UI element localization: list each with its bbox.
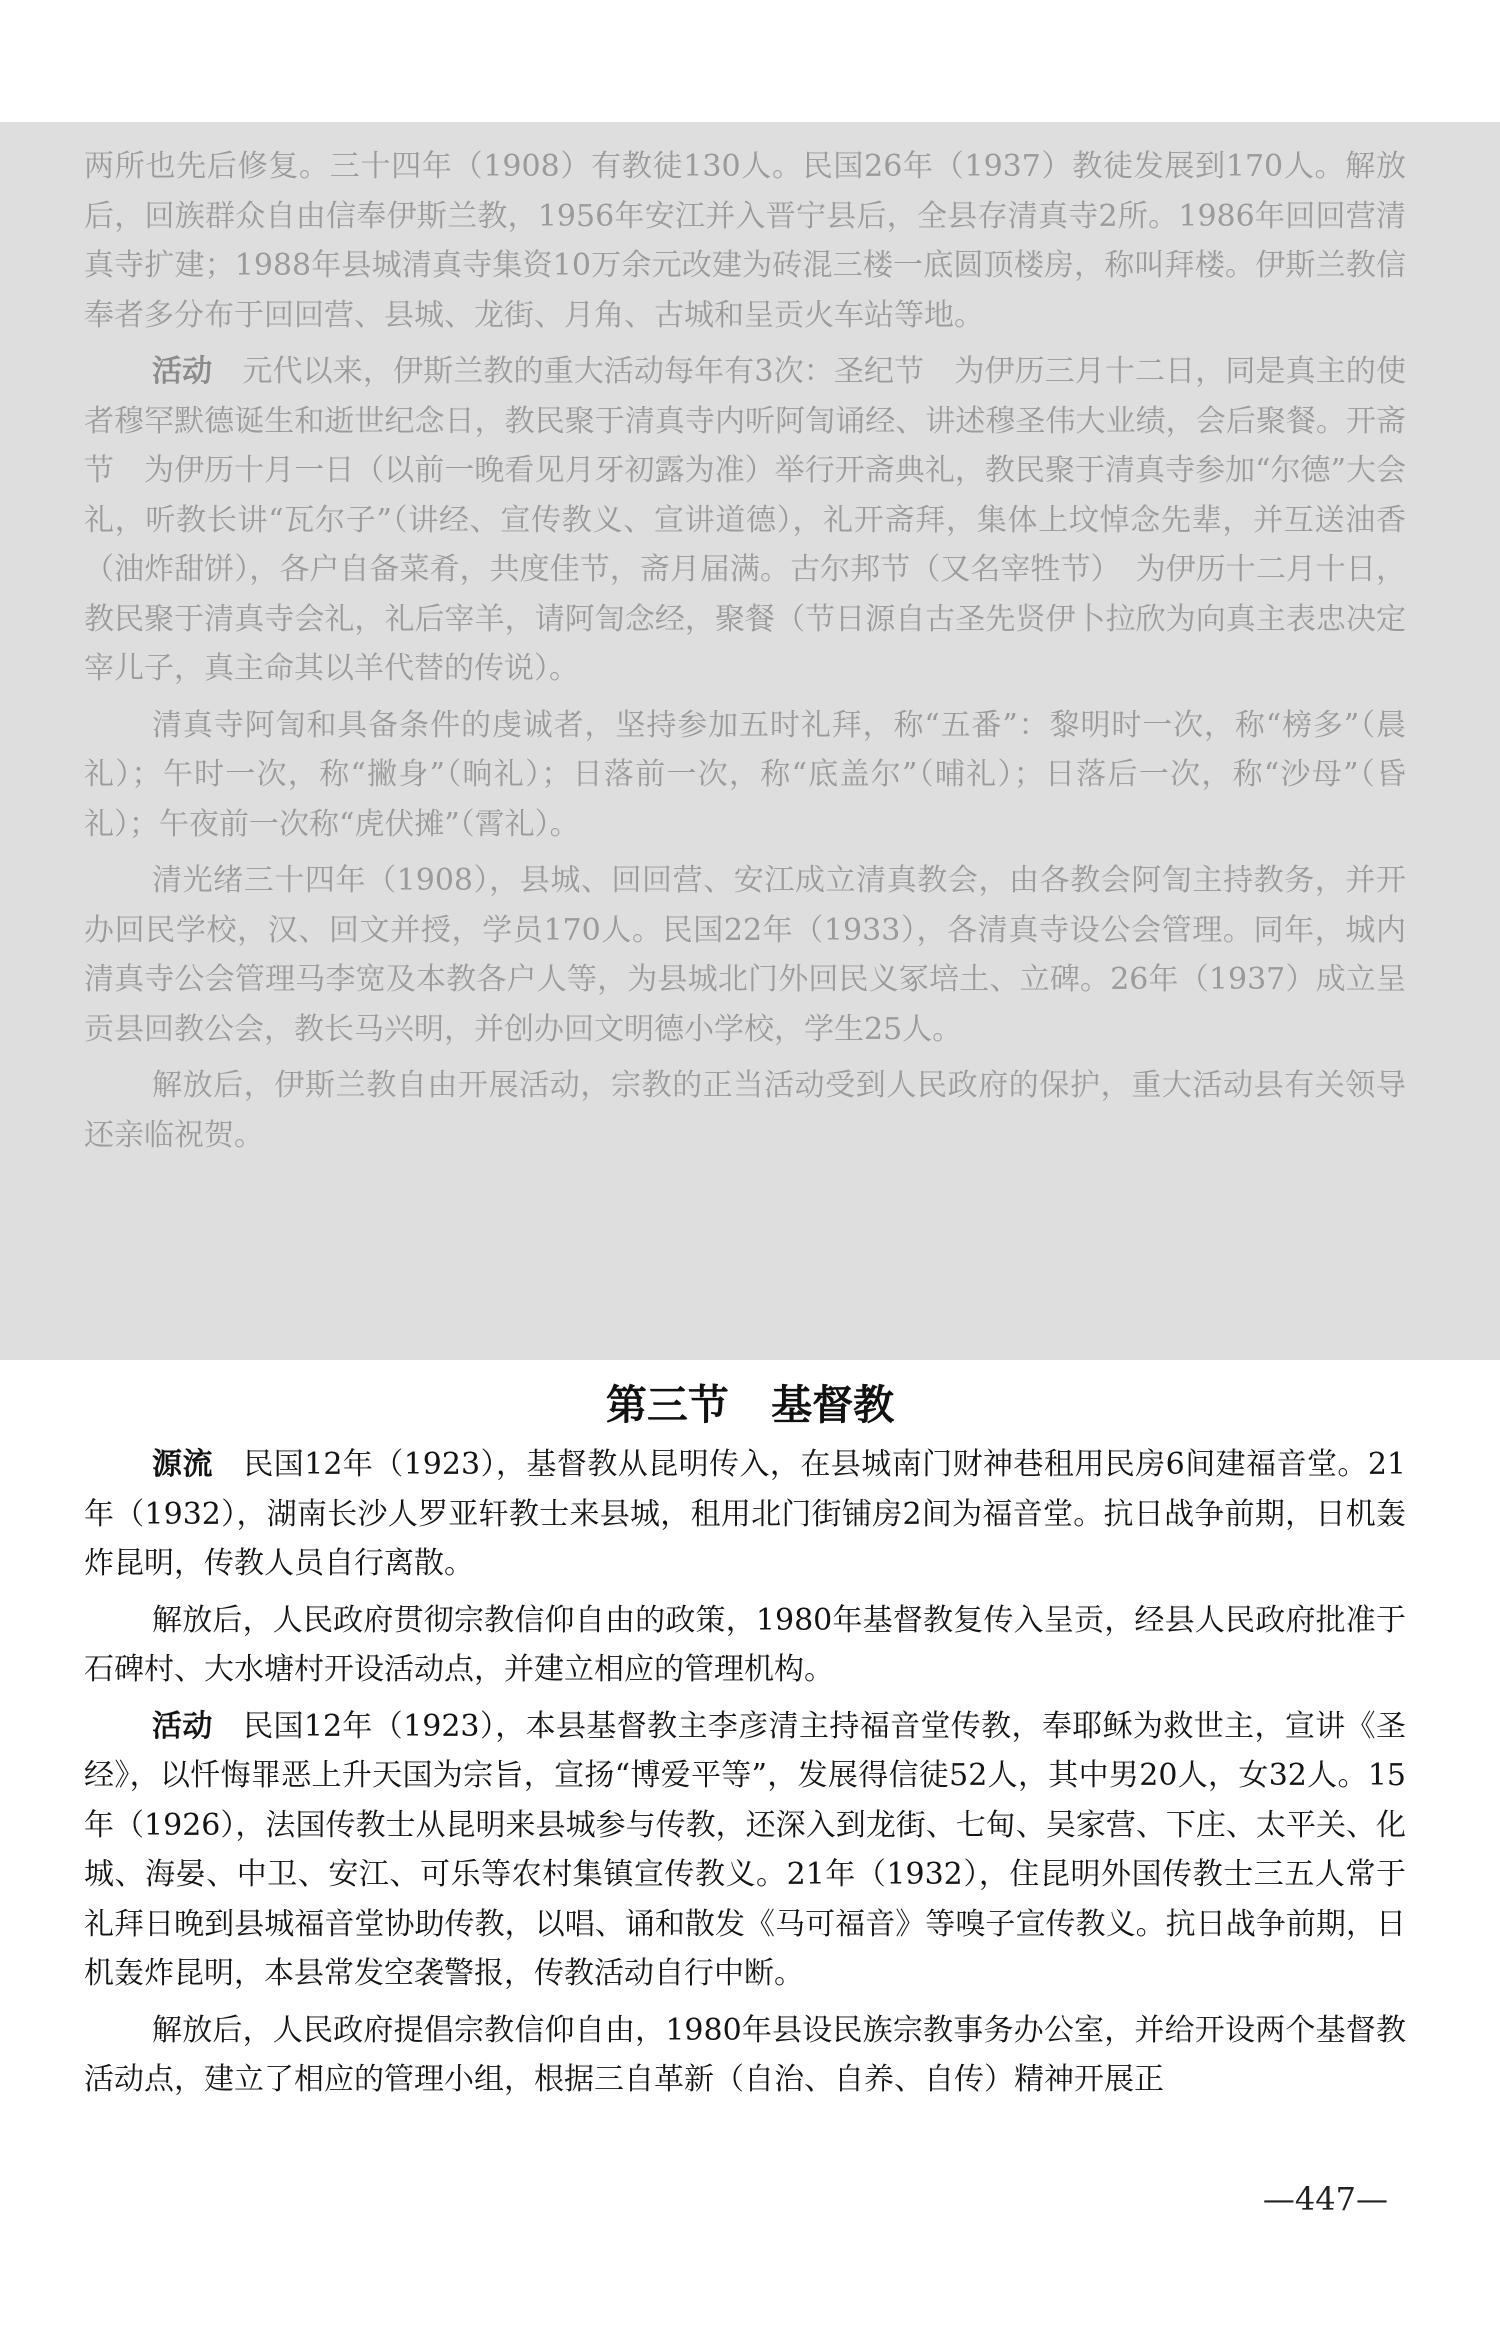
keyword-label: 源流: [152, 1447, 213, 1482]
paragraph: 解放后，伊斯兰教自由开展活动，宗教的正当活动受到人民政府的保护，重大活动县有关领导还亲临祝贺。: [84, 1068, 1406, 1153]
keyword-label: 活动: [152, 354, 213, 389]
shaded-text-block: [84, 142, 1406, 1167]
paragraph: 两所也先后修复。三十四年（1908）有教徒130人。民国26年（1937）教徒发展到170人。解放后，回族群众自由信奉伊斯兰教，1956年安江并入晋宁县后，全县存清真寺2所。1986年回回营清真寺扩建；1988年县城清真寺集资10万余元改建为砖混三楼一底圆顶楼房，称叫拜楼。伊斯兰教信奉者多分布于回回营、县城、龙街、月角、古城和呈贡火车站等地。: [84, 149, 1406, 333]
paragraph: [84, 1702, 1406, 1999]
paragraph: 清光绪三十四年（1908），县城、回回营、安江成立清真教会，由各教会阿訇主持教务，并开办回民学校，汉、回文并授，学员170人。民国22年（1933），各清真寺设公会管理。同年，城内清真寺公会管理马李宽及本教各户人等，为县城北门外回民义冢培土、立碑。26年（1937）成立呈贡县回教公会，教长马兴明，并创办回文明德小学校，学生25人。: [84, 863, 1406, 1047]
section-title: 基督教: [771, 1381, 895, 1429]
paragraph: 清真寺阿訇和具备条件的虔诚者，坚持参加五时礼拜，称“五番”：黎明时一次，称“榜多”（晨礼）；午时一次，称“撇身”（晌礼）；日落前一次，称“底盖尔”（晡礼）；日落后一次，称“沙母”（昏礼）；午夜前一次称“虎伏摊”（霄礼）。: [84, 707, 1406, 842]
paragraph: [84, 1440, 1406, 1589]
paragraph-text: 元代以来，伊斯兰教的重大活动每年有3次：圣纪节 为伊历三月十二日，同是真主的使者穆罕默德诞生和逝世纪念日，教民聚于清真寺内听阿訇诵经、讲述穆圣伟大业绩，会后聚餐。开斋节 为伊历十月一日（以前一晚看见月牙初露为准）举行开斋典礼，教民聚于清真寺参加“尔德”大会礼，听教长讲“瓦尔子”（讲经、宣传教义、宣讲道德），礼开斋拜，集体上坟悼念先辈，并互送油香（油炸甜饼），各户自备菜肴，共度佳节，斋月届满。古尔邦节（又名宰牲节） 为伊历十二月十日，教民聚于清真寺会礼，礼后宰羊，请阿訇念经，聚餐（节日源自古圣先贤伊卜拉欣为向真主表忠决定宰儿子，真主命其以羊代替的传说）。: [84, 354, 1407, 686]
section-heading: [0, 1375, 1500, 1435]
shaded-section: [0, 122, 1500, 1360]
section-number: 第三节: [605, 1381, 729, 1429]
keyword-label: 活动: [152, 1708, 213, 1744]
paragraph: [84, 347, 1406, 694]
paragraph: 解放后，人民政府贯彻宗教信仰自由的政策，1980年基督教复传入呈贡，经县人民政府批准于石碑村、大水塘村开设活动点，并建立相应的管理机构。: [84, 1602, 1406, 1687]
paragraph-text: 民国12年（1923），本县基督教主李彦清主持福音堂传教，奉耶稣为救世主，宣讲《圣经》，以忏悔罪恶上升天国为宗旨，宣扬“博爱平等”，发展得信徒52人，其中男20人，女32人。15年（1926），法国传教士从昆明来县城参与传教，还深入到龙街、七甸、吴家营、下庄、太平关、化城、海晏、中卫、安江、可乐等农村集镇宣传教义。21年（1932），住昆明外国传教士三五人常于礼拜日晚到县城福音堂协助传教，以唱、诵和散发《马可福音》等嗅子宣传教义。抗日战争前期，日机轰炸昆明，本县常发空袭警报，传教活动自行中断。: [84, 1708, 1407, 1991]
page-number: —447—: [1262, 2180, 1388, 2218]
main-text-block: [84, 1440, 1406, 2112]
paragraph: 解放后，人民政府提倡宗教信仰自由，1980年县设民族宗教事务办公室，并给开设两个基督教活动点，建立了相应的管理小组，根据三自革新（自治、自养、自传）精神开展正: [84, 2012, 1406, 2097]
paragraph-text: 民国12年（1923），基督教从昆明传入，在县城南门财神巷租用民房6间建福音堂。21年（1932），湖南长沙人罗亚轩教士来县城，租用北门街铺房2间为福音堂。抗日战争前期，日机轰炸昆明，传教人员自行离散。: [84, 1447, 1407, 1581]
